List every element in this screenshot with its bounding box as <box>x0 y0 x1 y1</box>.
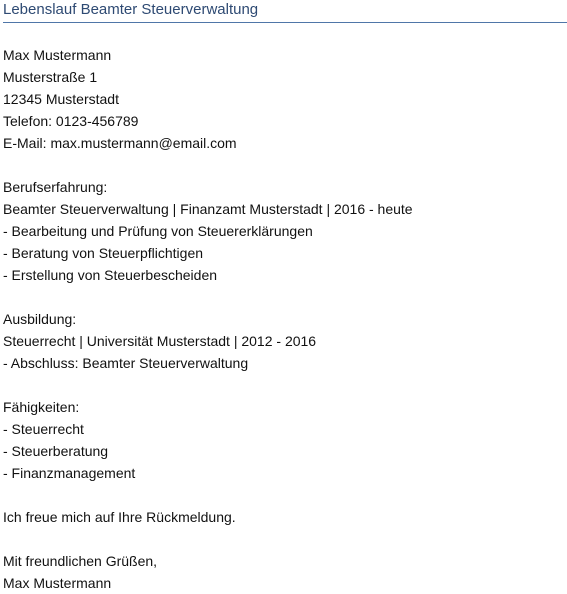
title-divider <box>3 22 567 23</box>
blank-line <box>3 484 567 506</box>
contact-name: Max Mustermann <box>3 47 112 63</box>
experience-item: - Erstellung von Steuerbescheiden <box>3 267 218 283</box>
blank-line <box>3 528 567 550</box>
skills-item: - Steuerrecht <box>3 421 84 437</box>
blank-line <box>3 286 567 308</box>
experience-item: - Bearbeitung und Prüfung von Steuererklärungen <box>3 223 313 239</box>
closing-greeting: Mit freundlichen Grüßen, <box>3 553 158 569</box>
contact-email: E-Mail: max.mustermann@email.com <box>3 135 237 151</box>
experience-item: - Beratung von Steuerpflichtigen <box>3 245 204 261</box>
document-title: Lebenslauf Beamter Steuerverwaltung <box>3 1 259 18</box>
contact-city: 12345 Musterstadt <box>3 91 119 107</box>
contact-street: Musterstraße 1 <box>3 69 98 85</box>
skills-item: - Finanzmanagement <box>3 465 136 481</box>
blank-line <box>3 154 567 176</box>
education-degree: Steuerrecht | Universität Musterstadt | 2012 - 2016 <box>3 333 317 349</box>
skills-heading: Fähigkeiten: <box>3 399 80 415</box>
experience-position: Beamter Steuerverwaltung | Finanzamt Musterstadt | 2016 - heute <box>3 201 413 217</box>
experience-heading: Berufserfahrung: <box>3 179 108 195</box>
document-body <box>3 44 567 594</box>
skills-item: - Steuerberatung <box>3 443 109 459</box>
contact-phone: Telefon: 0123-456789 <box>3 113 139 129</box>
closing-signature: Max Mustermann <box>3 575 112 591</box>
blank-line <box>3 374 567 396</box>
closing-sentence: Ich freue mich auf Ihre Rückmeldung. <box>3 509 236 525</box>
education-item: - Abschluss: Beamter Steuerverwaltung <box>3 355 249 371</box>
education-heading: Ausbildung: <box>3 311 77 327</box>
